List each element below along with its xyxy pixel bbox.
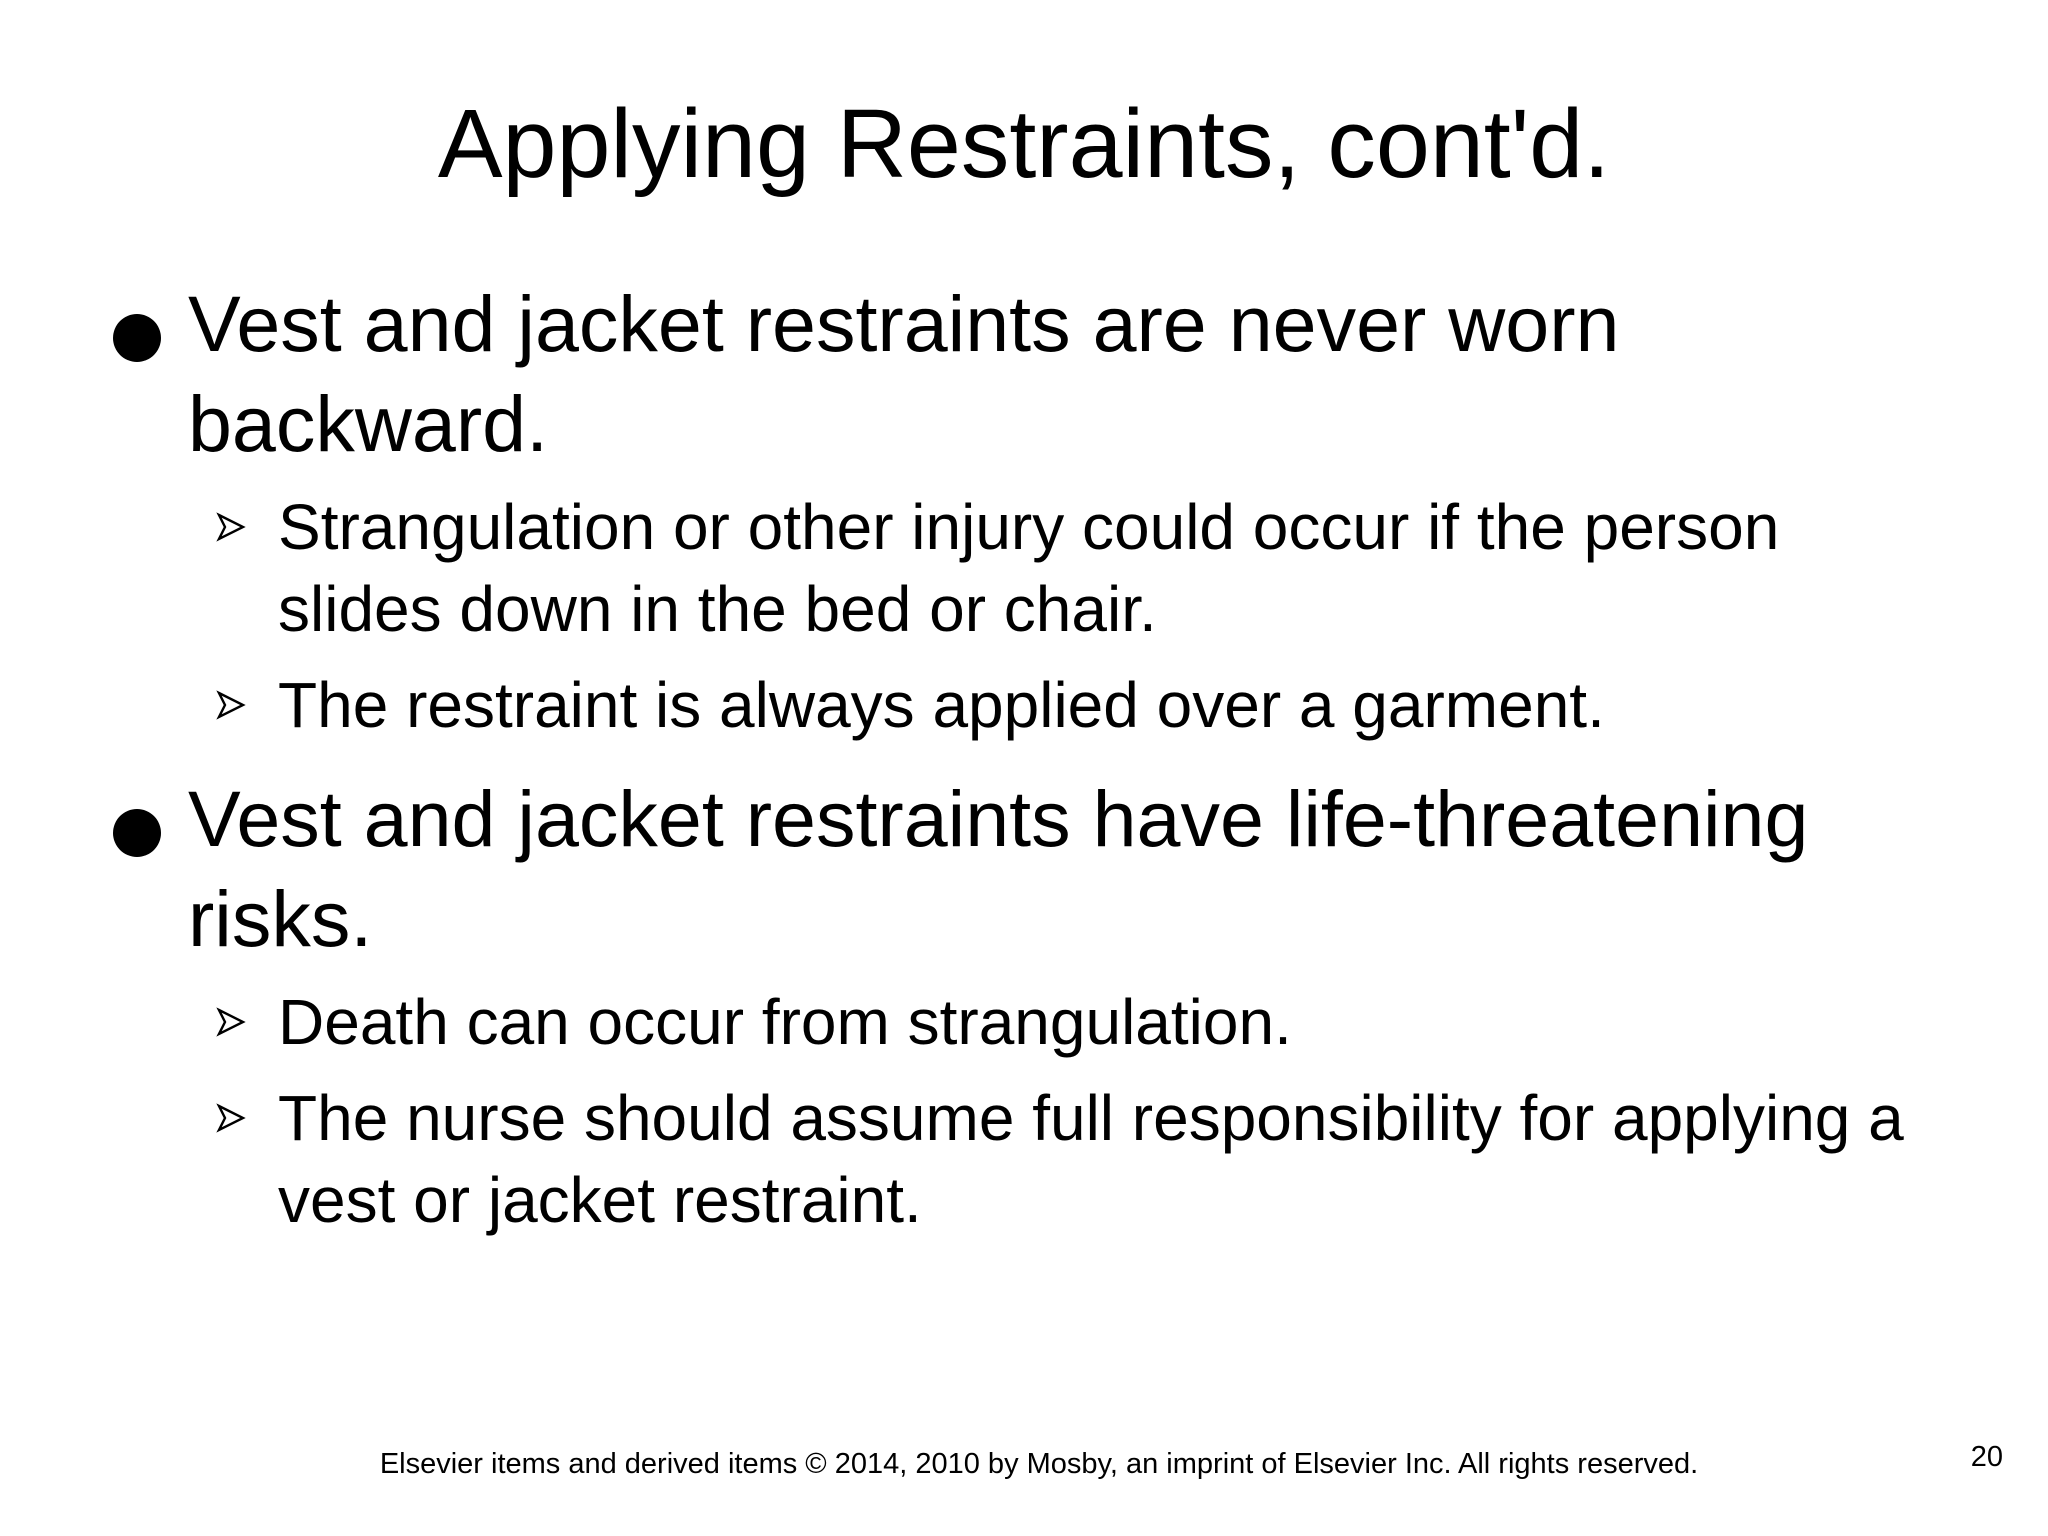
bullet-point [0,274,1948,474]
arrowhead-icon [216,512,246,542]
sub-bullet-text: The nurse should assume full responsibility for applying a vest or jacket restraint. [278,1082,1904,1236]
copyright-footer: Elsevier items and derived items © 2014, 2010 by Mosby, an imprint of Elsevier Inc. All rights reserved. [379,1448,1699,1480]
sub-bullet-point [0,981,1938,1063]
arrowhead-icon [216,1007,246,1037]
arrowhead-icon [216,1103,246,1133]
sub-bullet-point [0,1077,1938,1241]
arrowhead-icon [216,690,246,720]
bullet-dot-icon [113,314,161,362]
bullet-list-item [0,769,2048,1241]
sub-bullet-text: Death can occur from strangulation. [278,986,1292,1058]
sub-bullet-text: The restraint is always applied over a garment. [278,669,1605,741]
bullet-list-item [0,274,2048,746]
bullet-text: Vest and jacket restraints have life-threatening risks. [188,774,1809,963]
page-number: 20 [1970,1441,2003,1473]
bullet-point [0,769,1948,969]
sub-bullet-text: Strangulation or other injury could occur if the person slides down in the bed or chair. [278,491,1780,645]
sub-bullet-point [0,486,1938,650]
slide-title: Applying Restraints, cont'd. [437,89,1611,198]
sub-bullet-point [0,664,1938,746]
bullet-text: Vest and jacket restraints are never worn backward. [188,279,1620,468]
bullet-dot-icon [113,809,161,857]
